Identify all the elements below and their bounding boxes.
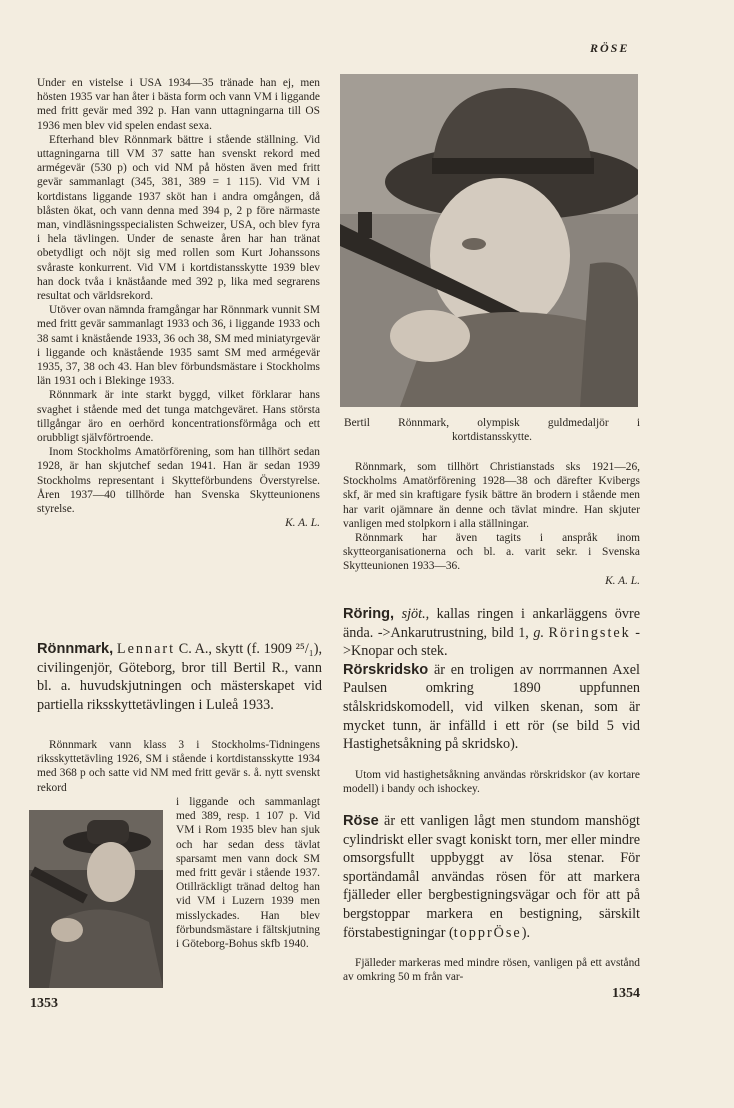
paragraph: Inom Stockholms Amatörförening, som han tillhört sedan 1928, är han skjutchef sedan 1941. Han är sedan 1939 Stockholms representant i Skytteförbundens Överstyrelse. Åren 1937—40 tillhörde han Svenska Skytteunionens styrelse.: [37, 446, 320, 516]
entry-headword: Rörskridsko: [343, 661, 429, 678]
photo-bertil-ronnmark: [340, 74, 638, 407]
paragraph: Rönnmark har även tagits i anspråk inom skytteorganisationerna och bl. a. varit sekr. i Svenska Skytteunionen 1933—36.: [343, 532, 640, 573]
entry-word: topprÖse: [453, 924, 522, 941]
paragraph: Utom vid hastighetsåkning användas rörskridskor (av kortare modell) i bandy och ishockey.: [343, 769, 640, 796]
entry-headword: Röse: [343, 813, 379, 829]
page-number-right: 1354: [612, 986, 640, 1001]
entry-text: kallas ringen i ankarläggens övre ända. ->Ankarutrustning, bild 1,: [343, 606, 640, 641]
entry-abbr: g.: [533, 624, 544, 641]
left-column-mid: [37, 738, 320, 795]
entry-text: ->Knopar och stek.: [343, 624, 641, 660]
entry-name: Lennart: [116, 641, 176, 657]
signature: K. A. L.: [285, 517, 320, 530]
paragraph: Rönnmark vann klass 3 i Stockholms-Tidningens riksskyttetävling 1926, SM i stående i kortdistansskytte 1934 med 368 p och satte vid NM med fritt gevär s. å. nytt svenskt rekord: [37, 739, 320, 794]
entry-abbr: sjöt.,: [401, 606, 430, 622]
entry-headword: Rönnmark,: [37, 641, 114, 657]
paragraph: Rönnmark, som tillhört Christianstads sks 1921—26, Stockholms Amatörförening 1928—38 och därefter Kvibergs skf, är med sin kraftigare fysik bättre än brodern i stående men har varit ojämnare än denne och tävlat mindre. Han skjuter vanligen med stolpkorn i alla ställningar.: [343, 461, 640, 530]
paragraph: Rönnmark är inte starkt byggd, vilket förklarar hans svaghet i stående med det tunga matchgeväret. Hans största tillgångar äro en oerhörd koncentrationsförmåga och ett orubbligt självförtroende.: [37, 389, 320, 445]
signature: K. A. L.: [605, 574, 640, 587]
right-column-mid: [343, 768, 640, 796]
entry-headword: Röring,: [343, 606, 395, 622]
portrait-image: [29, 810, 163, 988]
left-column-top: [37, 76, 320, 531]
paragraph: Utöver ovan nämnda framgångar har Rönnmark vunnit SM med fritt gevär sammanlagt 1933 och 36, i liggande 1933 och 38 samt i knästående 1933, 36 och 38, SM med miniatyrgevär i liggande och knästående 1935 samt SM med armégevär 1935, 37, 38 och 43. Han blev förbundsmästare i Stockholms län 1931 och i Blekinge 1933.: [37, 304, 320, 388]
entry-ronnmark-lennart: [37, 640, 322, 714]
right-column-bottom: [343, 956, 640, 984]
photo-lennart-ronnmark: [29, 810, 163, 988]
caption-line: Bertil Rönnmark, olympisk guldmedaljör i: [344, 417, 640, 429]
entry-text: C. A., skytt (f. 1909 ²⁵/₁), civilingenjör, Göteborg, bror till Bertil R., vann bl. a. huvudskjutningen och mästerskapet vid partiella riksskyttetävlingen i Luleå 1933.: [37, 641, 323, 713]
entry-text: är ett vanligen lågt men stundom manshögt cylindriskt eller svagt koniskt torn, mer eller mindre omsorgsfullt uppbyggt av lösa stenar. För sportändamål användas rösen för att markera fjälleder eller bergbestigningsvägar och för att på bergstoppar markera en bestigning, särskilt förstabestigningar (: [343, 813, 640, 941]
paragraph: Fjälleder markeras med mindre rösen, vanligen på ett avstånd av omkring 50 m från var-: [343, 957, 640, 984]
entry-word: Röringstek: [548, 624, 631, 641]
entry-roring: [343, 605, 640, 661]
left-column-wrap: [176, 795, 320, 951]
caption-line: kortdistansskytte.: [451, 431, 533, 443]
paragraph: Under en vistelse i USA 1934—35 tränade han ej, men hösten 1935 var han åter i bästa form och vann VM i liggande med fritt gevär med 392 p. Han vann uttagningarna till OS 1936 men blev vid spelen endast sexa.: [37, 77, 320, 132]
entry-rorskridsko: [343, 661, 640, 754]
running-head: RÖSE: [590, 41, 630, 55]
portrait-image: [340, 74, 638, 407]
right-column-top: [343, 460, 640, 588]
entry-text: är en troligen av norrmannen Axel Paulsen omkring 1890 uppfunnen stålskridskomodell, vid vilken skenan, som är mycket tunn, är infälld i ett rör (se bild 5 vid Hastighetsåkning på skridsko).: [343, 661, 641, 753]
entry-rose: [343, 812, 640, 942]
photo-caption: [344, 416, 640, 444]
page-number-left: 1353: [30, 996, 58, 1011]
right-column-entries: [343, 605, 640, 754]
paragraph: Efterhand blev Rönnmark bättre i stående ställning. Vid uttagningarna till VM 37 satte han svenskt rekord med armégevär (530 p) och vid NM på hösten även med fritt gevär sammanlagt (345, 381, 389 = 1 115). Vid VM i kortdistans liggande 1937 sköt han i andra omgången, då blåsten ökat, och vann denna med 394 p, 2 p före närmaste man, vindläsningsspecialisten Schweizer, USA, och blev fyra i hela tävlingen. Under de senaste åren har han tränat obetydligt och nöjt sig med rollen som Kurt Johanssons svåraste konkurrent. Vid VM i kortdistansskytte 1939 blev han dock tvåa i knäståande med 392 p, lika med segrarens resultat och världsrekord.: [37, 133, 320, 303]
entry-text: ).: [521, 924, 531, 941]
paragraph: i liggande och sammanlagt med 389, resp. 1 107 p. Vid VM i Rom 1935 blev han sjuk och har sedan dess tävlat sparsamt men vann dock SM med fritt gevär i stående 1937. Otillräckligt tränad deltog han vid VM i Luzern 1939 men misslyckades. Han blev förbundsmästare i fältskjutning i Göteborg-Bohus skfb 1940.: [176, 796, 320, 951]
